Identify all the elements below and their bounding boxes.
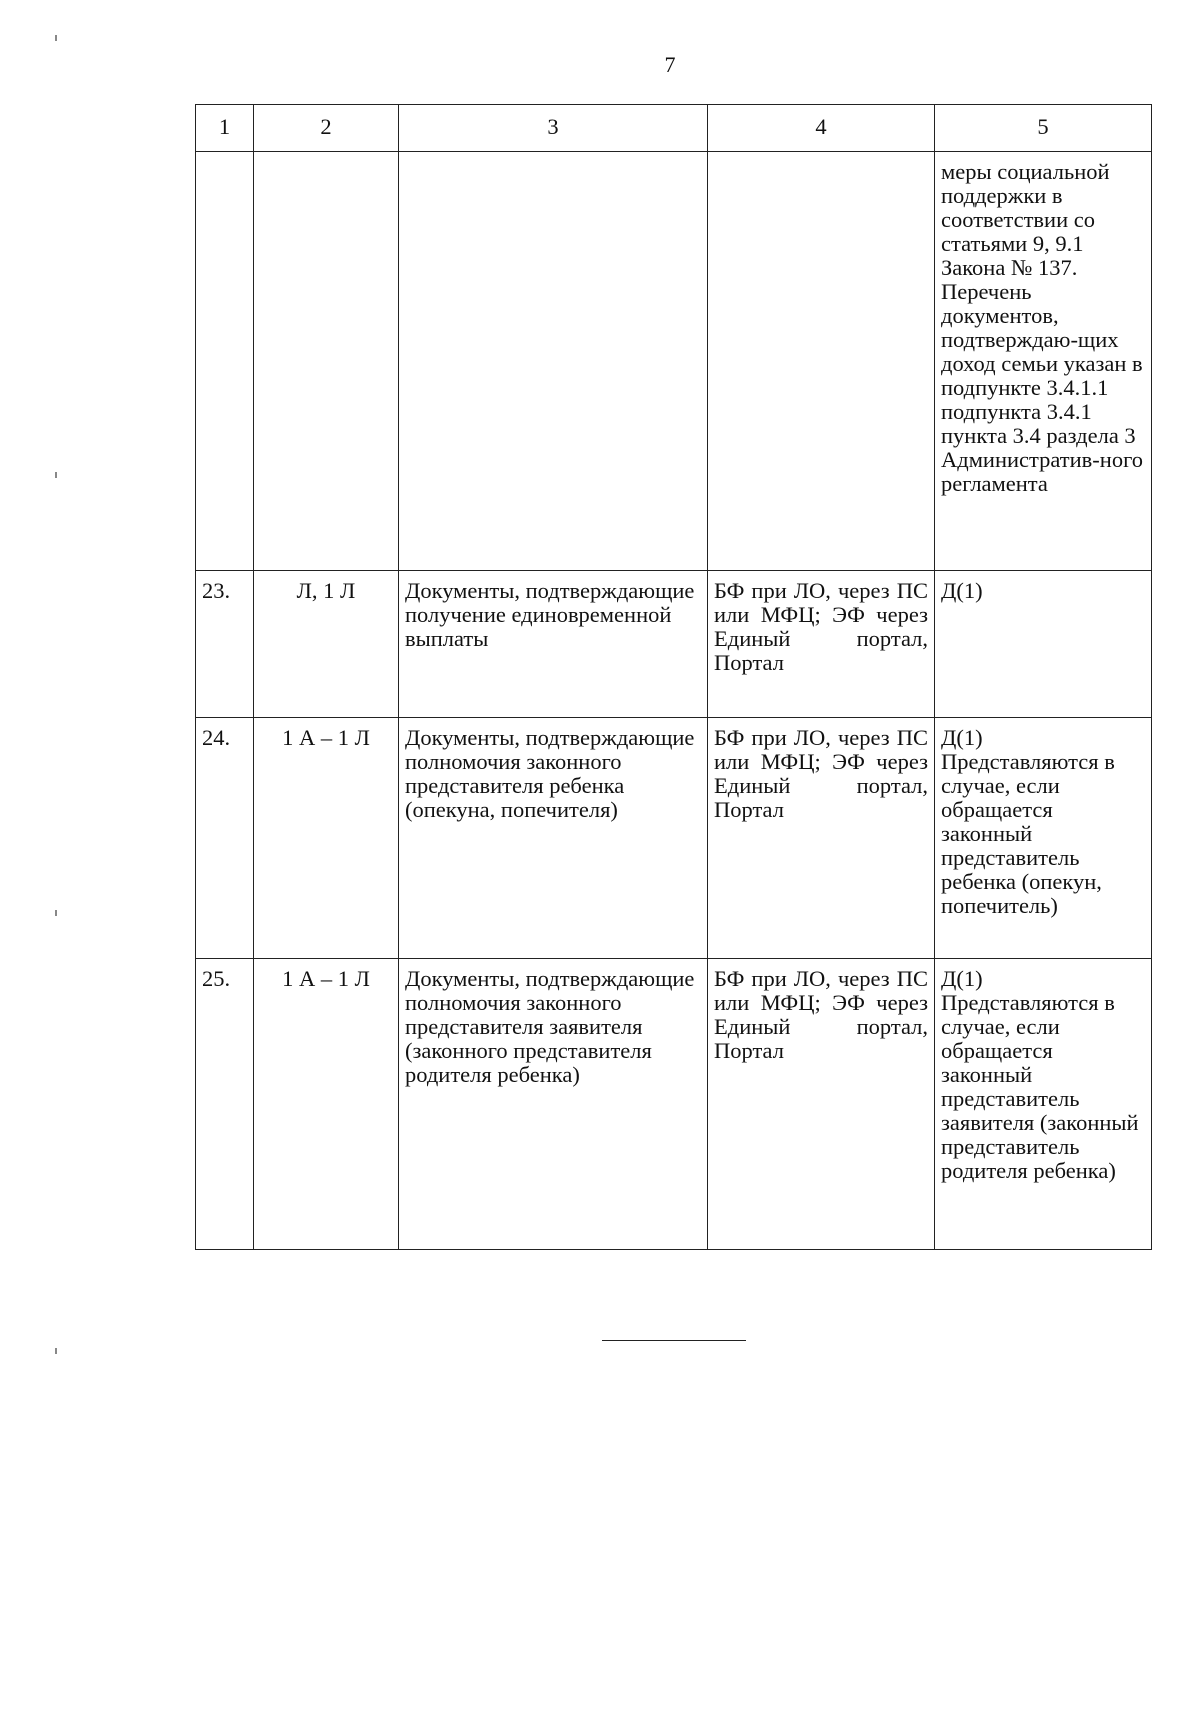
cell-submission-ways: БФ при ЛО, через ПС или МФЦ; ЭФ через Единый портал, Портал (708, 571, 935, 718)
cell-empty (254, 152, 399, 571)
cell-documents: Документы, подтверждающие полномочия законного представителя ребенка (опекуна, попечителя) (399, 718, 708, 959)
scan-speck (55, 35, 57, 41)
table-row (196, 571, 1152, 718)
cell-submission-ways: БФ при ЛО, через ПС или МФЦ; ЭФ через Единый портал, Портал (708, 959, 935, 1250)
page-number (0, 52, 1200, 78)
cell-row-number: 24. (196, 718, 254, 959)
header-col-4: 4 (708, 105, 935, 152)
table-row (196, 718, 1152, 959)
cell-submission-ways: БФ при ЛО, через ПС или МФЦ; ЭФ через Единый портал, Портал (708, 718, 935, 959)
header-col-2: 2 (254, 105, 399, 152)
cell-row-number: 23. (196, 571, 254, 718)
cell-notes: Д(1) (935, 571, 1152, 718)
cell-notes: Д(1) Представляются в случае, если обращается законный представитель заявителя (законный представитель родителя ребенка) (935, 959, 1152, 1250)
scan-speck (55, 1348, 57, 1354)
table-row-continuation (196, 152, 1152, 571)
scan-speck (55, 472, 57, 478)
header-col-5: 5 (935, 105, 1152, 152)
cell-empty (196, 152, 254, 571)
cell-notes: Д(1) Представляются в случае, если обращается законный представитель ребенка (опекун, попечитель) (935, 718, 1152, 959)
cell-row-number: 25. (196, 959, 254, 1250)
header-col-1: 1 (196, 105, 254, 152)
cell-continuation-note: меры социальной поддержки в соответствии со статьями 9, 9.1 Закона № 137. Перечень документов, подтверждаю-щих доход семьи указан в подпункте 3.4.1.1 подпункта 3.4.1 пункта 3.4 раздела 3 Административ-ного регламента (935, 152, 1152, 571)
page-number-text: 7 (664, 52, 676, 77)
documents-table (195, 104, 1152, 1250)
table-body (196, 152, 1152, 1250)
cell-category-code: 1 А – 1 Л (254, 718, 399, 959)
scan-speck (55, 910, 57, 916)
header-col-3: 3 (399, 105, 708, 152)
cell-category-code: Л, 1 Л (254, 571, 399, 718)
header-row (196, 105, 1152, 152)
cell-empty (399, 152, 708, 571)
table-row (196, 959, 1152, 1250)
cell-documents: Документы, подтверждающие получение единовременной выплаты (399, 571, 708, 718)
cell-category-code: 1 А – 1 Л (254, 959, 399, 1250)
cell-documents: Документы, подтверждающие полномочия законного представителя заявителя (законного представителя родителя ребенка) (399, 959, 708, 1250)
closing-rule (602, 1340, 746, 1341)
cell-empty (708, 152, 935, 571)
table-header (196, 105, 1152, 152)
